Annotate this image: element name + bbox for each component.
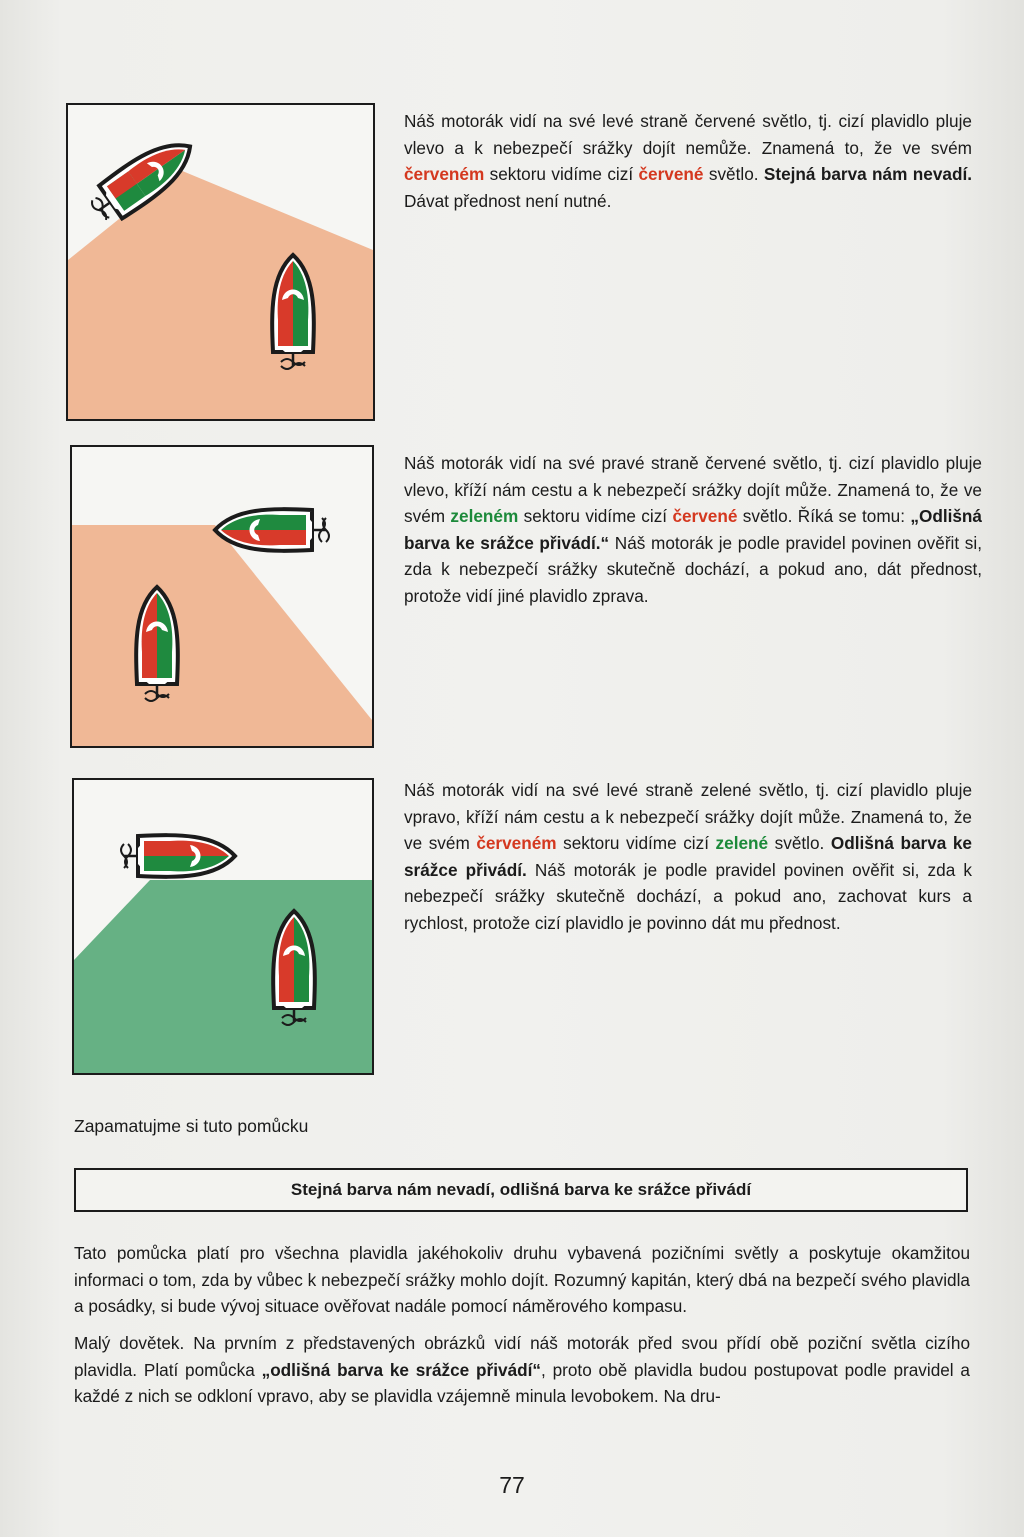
paragraph-3: Náš motorák vidí na své levé straně zelené světlo, tj. cizí plavidlo pluje vpravo, kříží nám cestu a k nebezpečí srážky dojít může. Znamená to, že ve svém červeném sektoru vidíme cizí zelené světlo. Odlišná barva ke srážce přivádí. Náš motorák je podle pravidel povinen ověřit si, zda k nebezpečí srážky skutečně dochází, a pokud ano, zachovat kurs a rychlost, protože cizí plavidlo je povinno dát mu přednost. <box>404 780 972 933</box>
paragraph-2: Náš motorák vidí na své pravé straně červené světlo, tj. cizí plavidlo pluje vlevo, kříží nám cestu a k nebezpečí srážky dojít může. Znamená to, že ve svém zeleném sektoru vidíme cizí červené světlo. Říká se tomu: „Odlišná barva ke srážce přivádí.“ Náš motorák je podle pravidel povinen ověřit si, zda k nebezpečí srážky skutečně dochází, a pokud ano, dát přednost, protože vidí jiné plavidlo zprava. <box>404 453 982 606</box>
rule-text: Stejná barva nám nevadí, odlišná barva ke srážce přivádí <box>290 1180 752 1199</box>
page-number: 77 <box>499 1472 525 1498</box>
diagram-1 <box>67 104 374 420</box>
body-paragraph-1: Tato pomůcka platí pro všechna plavidla jakéhokoliv druhu vybavená pozičními světly a poskytuje okamžitou informaci o tom, zda by vůbec k nebezpečí srážky mohlo dojít. Rozumný kapitán, který dbá na bezpečí svého plavidla a posádky, si bude vývoj situace ověřovat nadále pomocí náměrového kompasu. <box>74 1243 970 1317</box>
diagram-3 <box>73 779 373 1074</box>
remember-heading: Zapamatujme si tuto pomůcku <box>74 1116 309 1136</box>
rule-box <box>74 1168 968 1212</box>
paragraph-1: Náš motorák vidí na své levé straně červené světlo, tj. cizí plavidlo pluje vlevo a k nebezpečí srážky dojít nemůže. Znamená to, že ve svém červeném sektoru vidíme cizí červené světlo. Stejná barva nám nevadí. Dávat přednost není nutné. <box>404 111 972 211</box>
diagram-2 <box>71 446 373 747</box>
body-paragraph-2: Malý dovětek. Na prvním z představených obrázků vidí náš motorák před svou přídí obě poziční světla cizího plavidla. Platí pomůcka „odlišná barva ke srážce přivádí“, proto obě plavidla budou postupovat podle pravidel a každé z nich se odkloní vpravo, aby se plavidla vzájemně minula levobokem. Na dru- <box>74 1333 970 1407</box>
